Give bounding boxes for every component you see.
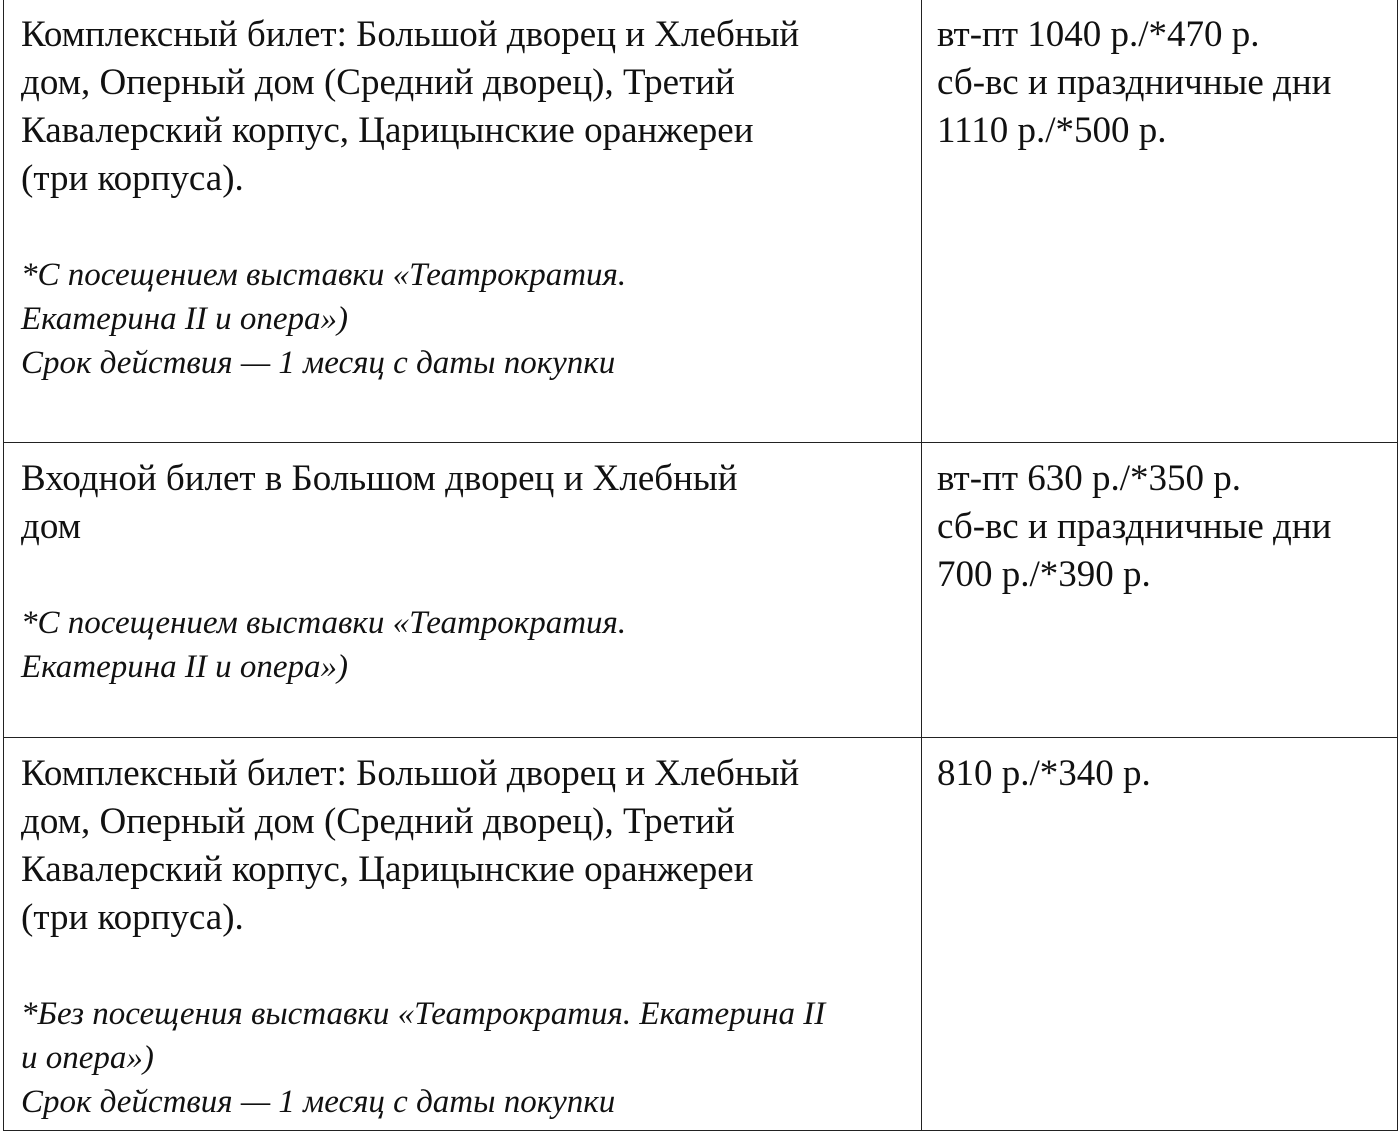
ticket-description-cell [4,0,922,443]
price-line: 1110 р./*500 р. [937,110,1167,151]
price-line: сб-вс и праздничные дни [937,62,1332,103]
table-row [4,0,1398,443]
ticket-note: *С посещением выставки «Театрократия. Екатерина II и опера») [21,605,627,685]
ticket-description-cell [4,443,922,738]
ticket-price-cell [922,0,1398,443]
ticket-description-cell [4,738,922,1131]
table-row [4,738,1398,1131]
ticket-price-cell [922,443,1398,738]
price-line: вт-пт 630 р./*350 р. [937,458,1242,499]
ticket-price-table [3,0,1398,1131]
ticket-title: Входной билет в Большом дворец и Хлебный дом [21,458,738,547]
ticket-title: Комплексный билет: Большой дворец и Хлебный дом, Оперный дом (Средний дворец), Третий Кавалерский корпус, Царицынские оранжереи (три корпуса). [21,14,800,199]
ticket-price-cell [922,738,1398,1131]
price-line: 700 р./*390 р. [937,554,1151,595]
ticket-title: Комплексный билет: Большой дворец и Хлебный дом, Оперный дом (Средний дворец), Третий Кавалерский корпус, Царицынские оранжереи (три корпуса). [21,753,800,938]
price-line: 810 р./*340 р. [937,753,1151,794]
table-row [4,443,1398,738]
ticket-note: *С посещением выставки «Театрократия. Екатерина II и опера») Срок действия — 1 месяц с даты покупки [21,257,627,381]
price-line: вт-пт 1040 р./*470 р. [937,14,1260,55]
ticket-note: *Без посещения выставки «Театрократия. Екатерина II и опера») Срок действия — 1 месяц с даты покупки [21,996,826,1120]
price-line: сб-вс и праздничные дни [937,506,1332,547]
